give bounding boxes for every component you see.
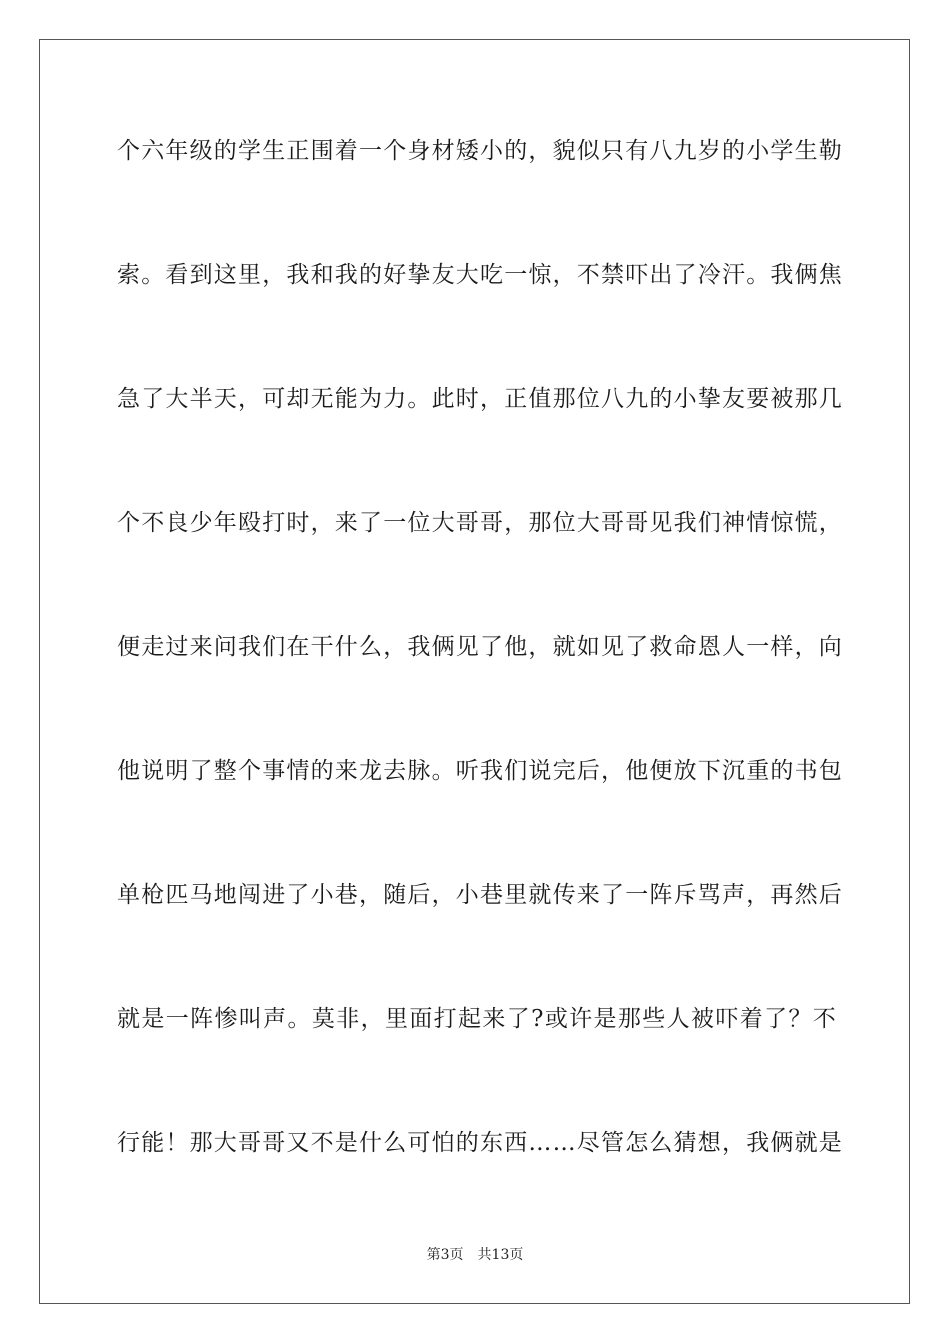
- paragraph-line: 便走过来问我们在干什么，我俩见了他，就如见了救命恩人一样，向: [117, 634, 843, 660]
- paragraph-line: 索。看到这里，我和我的好挚友大吃一惊，不禁吓出了冷汗。我俩焦: [117, 262, 843, 288]
- paragraph-line: 单枪匹马地闯进了小巷，随后，小巷里就传来了一阵斥骂声，再然后: [117, 882, 843, 908]
- paragraph-line: 他说明了整个事情的来龙去脉。听我们说完后，他便放下沉重的书包: [117, 758, 843, 784]
- total-pages: 共13页: [477, 1247, 524, 1263]
- paragraph-line: 个不良少年殴打时，来了一位大哥哥，那位大哥哥见我们神情惊慌，: [117, 510, 843, 536]
- paragraph-line: 就是一阵惨叫声。莫非，里面打起来了?或许是那些人被吓着了？不: [117, 1006, 837, 1032]
- page-number: 第3页: [426, 1247, 464, 1263]
- paragraph-line: 行能！那大哥哥又不是什么可怕的东西……尽管怎么猜想，我俩就是: [117, 1130, 843, 1156]
- paragraph-line: 个六年级的学生正围着一个身材矮小的，貌似只有八九岁的小学生勒: [117, 138, 843, 164]
- paragraph-line: 急了大半天，可却无能为力。此时，正值那位八九的小挚友要被那几: [117, 386, 843, 412]
- page-footer: [0, 1244, 950, 1264]
- document-body: [117, 120, 843, 1236]
